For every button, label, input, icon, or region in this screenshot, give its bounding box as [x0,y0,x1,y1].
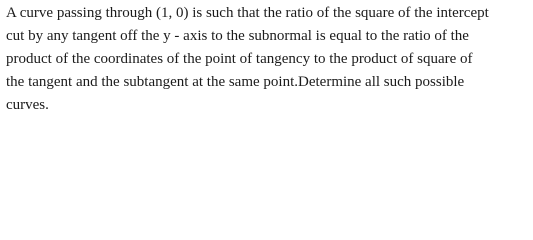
problem-line-4: the tangent and the subtangent at the same point.Determine all such possible [6,74,465,90]
problem-line-5: curves. [6,97,49,113]
problem-line-3: product of the coordinates of the point of tangency to the product of square of [6,51,473,67]
problem-statement [6,2,528,117]
problem-line-2: cut by any tangent off the y - axis to the subnormal is equal to the ratio of the [6,28,469,44]
problem-line-1: A curve passing through (1, 0) is such that the ratio of the square of the intercept [6,5,489,21]
